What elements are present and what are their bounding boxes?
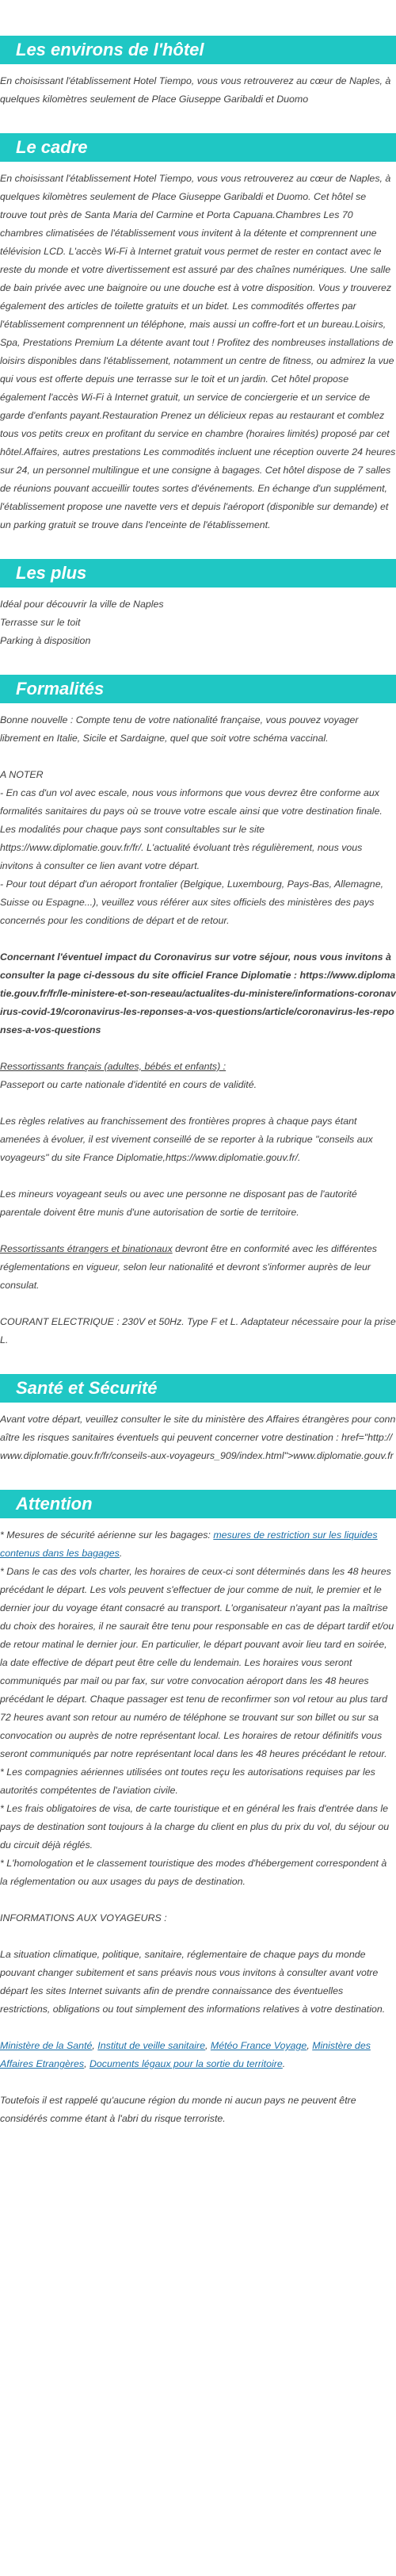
section-title-cadre: Le cadre: [0, 133, 396, 162]
sante-text: Avant votre départ, veuillez consulter le site du ministère des Affaires étrangères pour connaître les risques sanitaires éventuels qui peuvent concerner votre destination : href="http://www.diplomatie.gouv.fr/fr/conseils-aux-voyageurs_909/index.html">www.diplomatie.gouv.fr: [0, 1414, 396, 1461]
note-text: Les modalités pour chaque pays sont consultables sur le site https://www.diplomatie.gouv.fr/fr/. L'actualité évoluant très régulièrement, nous vous invitons à consulter ce lien avant votre départ.: [0, 824, 363, 871]
baggage-measure-text: [0, 1526, 396, 1563]
foreign-nationals-text: [0, 1240, 396, 1295]
section-title-sante: Santé et Sécurité: [0, 1374, 396, 1403]
section-sante: [0, 1374, 396, 1465]
note-text: - En cas d'un vol avec escale, nous vous informons que vous devrez être conforme aux formalités sanitaires du pays où se trouve votre escale ainsi que votre destination finale.: [0, 787, 383, 817]
section-formalites: [0, 675, 396, 1349]
formalites-intro: Bonne nouvelle : Compte tenu de votre nationalité française, vous pouvez voyager librement en Italie, Sicile et Sardaigne, quel que soit votre schéma vaccinal.: [0, 714, 359, 744]
accommodation-rating-text: * L'homologation et le classement touristique des modes d'hébergement correspondent à la réglementation ou aux usages du pays de destination.: [0, 1858, 387, 1887]
airlines-text: * Les compagnies aériennes utilisées ont toutes reçu les autorisations requises par les autorités compétentes de l'aviation civile.: [0, 1766, 375, 1796]
environs-text: En choisissant l'établissement Hotel Tiempo, vous vous retrouverez au cœur de Naples, à quelques kilomètres seulement de Place Giuseppe Garibaldi et Duomo: [0, 75, 391, 105]
link-meteo-france[interactable]: Météo France Voyage: [210, 2040, 307, 2051]
note-text: - Pour tout départ d'un aéroport frontalier (Belgique, Luxembourg, Pays-Bas, Allemagne, Suisse ou Espagne...), veuillez vous référer aux sites officiels des ministères des pays concernés pour les conditions de départ et de retour.: [0, 878, 384, 926]
list-item: Terrasse sur le toit: [0, 617, 81, 628]
covid-notice: Concernant l'éventuel impact du Coronavirus sur votre séjour, nous vous invitons à consulter la page ci-dessous du site officiel France Diplomatie : https://www.diplomatie.gouv.fr/fr/le-ministere-et-son-reseau/actualites-du-ministere/informations-coronavirus-covid-19/coronavirus-les-reponses-a-vos-questions/article/coronavirus-les-reponses-a-vos-questions: [0, 951, 396, 1035]
foreign-nationals-title: Ressortissants étrangers et binationaux: [0, 1243, 173, 1254]
section-title-attention: Attention: [0, 1490, 396, 1518]
plus-list: [0, 595, 396, 650]
section-title-environs: Les environs de l'hôtel: [0, 36, 396, 64]
charter-flights-text: * Dans le cas des vols charter, les horaires de ceux-ci sont déterminés dans les 48 heures précédant le départ. Les vols peuvent s'effectuer de jour comme de nuit, le premier et le dernier jour du voyage étant consacré au transport. L'organisateur n'ayant pas la maîtrise du choix des horaires, il ne saurait être tenu pour responsable en cas de départ tardif et/ou de retour matinal le dernier jour. En particulier, le départ pouvant avoir lieu tard en soirée, la date effective de départ peut être celle du lendemain. Les horaires vous seront communiqués par mail ou par fax, sur votre convocation aéroport dans les 48 heures précédant le départ. Chaque passager est tenu de reconfirmer son vol retour au plus tard 72 heures avant son retour au numéro de téléphone se trouvant sur son billet ou sur sa convocation ou auprès de notre représentant local. Les horaires de retour définitifs vous seront communiqués par notre représentant local dans les 48 heures précédant le retour.: [0, 1566, 394, 1759]
section-title-plus: Les plus: [0, 559, 396, 588]
minors-text: Les mineurs voyageant seuls ou avec une personne ne disposant pas de l'autorité parentale doivent être munis d'une autorisation de sortie de territoire.: [0, 1188, 357, 1218]
useful-links: Ministère de la Santé, Institut de veille sanitaire, Météo France Voyage, Ministère des Affaires Etrangères, Documents légaux pour la sortie du territoire.: [0, 2040, 371, 2069]
foreign-nationals-body: devront être en conformité avec les différentes réglementations en vigueur, selon leur nationalité et devront s'informer auprès de leur consulat.: [0, 1243, 377, 1291]
french-nationals-title: Ressortissants français (adultes, bébés et enfants) :: [0, 1061, 227, 1072]
section-cadre: [0, 133, 396, 534]
link-ministere-sante[interactable]: Ministère de la Santé: [0, 2040, 93, 2051]
link-documents-legaux[interactable]: Documents légaux pour la sortie du territoire: [89, 2058, 283, 2069]
baggage-measure-label: * Mesures de sécurité aérienne sur les bagages:: [0, 1529, 214, 1541]
section-title-formalites: Formalités: [0, 675, 396, 703]
section-plus: [0, 559, 396, 650]
cadre-text: En choisissant l'établissement Hotel Tiempo, vous vous retrouverez au cœur de Naples, à quelques kilomètres seulement de Place Giuseppe Garibaldi et Duomo. Cet hôtel se trouve tout près de Santa Maria del Carmine et Porta Capuana.Chambres Les 70 chambres climatisées de l'établissement vous invitent à la détente et comprennent une télévision LCD. L'accès Wi-Fi à Internet gratuit vous permet de rester en contact avec le reste du monde et votre divertissement est assuré par des chaînes numériques. Une salle de bain privée avec une baignoire ou une douche est à votre disposition. Vous y trouverez également des articles de toilette gratuits et un bidet. Les commodités offertes par l'établissement comprennent un téléphone, mais aussi un coffre-fort et un bureau.Loisirs, Spa, Prestations Premium La détente avant tout ! Profitez des nombreuses installations de loisirs disponibles dans l'établissement, notamment un centre de fitness, ou admirez la vue qui vous est offerte depuis une terrasse sur le toit et un jardin. Cet hôtel propose également l'accès Wi-Fi à Internet gratuit, un service de conciergerie et un service de garde d'enfants payant.Restauration Prenez un délicieux repas au restaurant et comblez tous vos petits creux en profitant du service en chambre (horaires limités) proposé par cet hôtel.Affaires, autres prestations Les commodités incluent une réception ouverte 24 heures sur 24, un personnel multilingue et une consigne à bagages. Cet hôtel dispose de 7 salles de réunions pouvant accueillir toutes sortes d'événements. En échange d'un supplément, l'établissement propose une navette vers et depuis l'aéroport (disponible sur demande) et un parking gratuit se trouve dans l'enceinte de l'établissement.: [0, 173, 396, 530]
terrorism-warning-text: Toutefois il est rappelé qu'aucune région du monde ni aucun pays ne peuvent être considérés comme étant à l'abri du risque terroriste.: [0, 2095, 356, 2124]
list-item: Idéal pour découvrir la ville de Naples: [0, 599, 164, 610]
french-nationals-text: Passeport ou carte nationale d'identité en cours de validité.: [0, 1079, 257, 1090]
note-title: A NOTER: [0, 769, 44, 780]
electric-text: COURANT ELECTRIQUE : 230V et 50Hz. Type F et L. Adaptateur nécessaire pour la prise L.: [0, 1316, 396, 1345]
baggage-measure-end: .: [119, 1548, 123, 1559]
link-affaires-etrangeres[interactable]: Ministère des Affaires Etrangères: [0, 2040, 371, 2069]
link-veille-sanitaire[interactable]: Institut de veille sanitaire: [97, 2040, 205, 2051]
visa-fees-text: * Les frais obligatoires de visa, de carte touristique et en général les frais d'entrée dans le pays de destination sont toujours à la charge du client en plus du prix du vol, du séjour ou du circuit déjà réglés.: [0, 1803, 390, 1851]
list-item: Parking à disposition: [0, 635, 91, 646]
border-rules-text: Les règles relatives au franchissement des frontières propres à chaque pays étant amenées à évoluer, il est vivement conseillé de se reporter à la rubrique "conseils aux voyageurs" du site France Diplomatie,https://www.diplomatie.gouv.fr/.: [0, 1116, 373, 1163]
travelers-info-title: INFORMATIONS AUX VOYAGEURS :: [0, 1912, 167, 1923]
travelers-info-text: La situation climatique, politique, sanitaire, réglementaire de chaque pays du monde pouvant changer subitement et sans préavis nous vous invitons à consulter avant votre départ les sites Internet suivants afin de prendre connaissance des éventuelles restrictions, obligations ou tout simplement des informations relatives à votre destination.: [0, 1949, 386, 2015]
liquids-restriction-link[interactable]: mesures de restriction sur les liquides contenus dans les bagages: [0, 1529, 378, 1559]
section-environs: [0, 36, 396, 109]
section-attention: [0, 1490, 396, 2128]
